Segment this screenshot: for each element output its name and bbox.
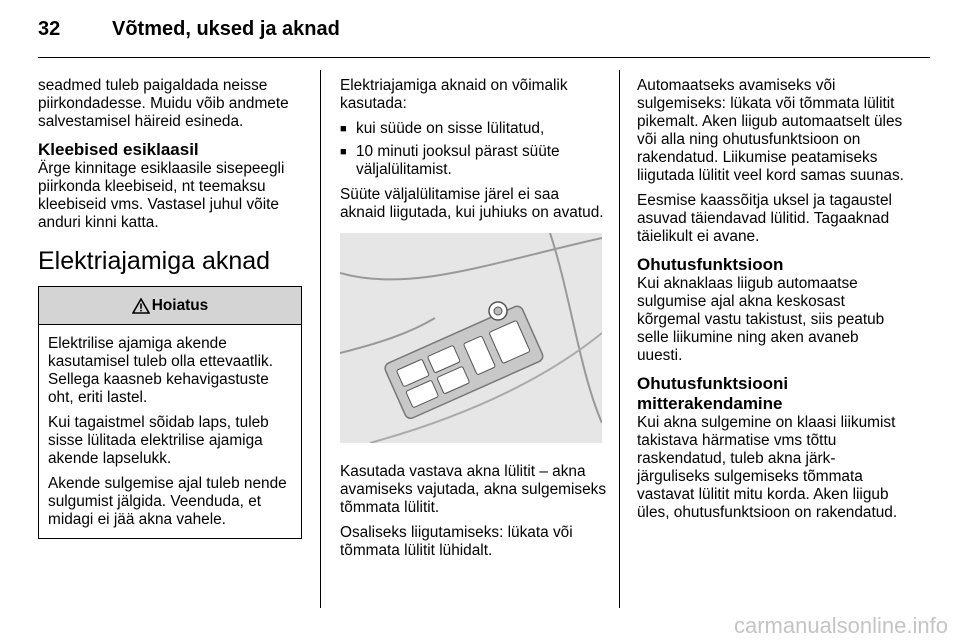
chapter-title: Võtmed, uksed ja aknad [112,18,340,40]
column-left [38,77,306,539]
column-divider-right [619,70,620,608]
warning-title: Hoiatus [151,296,209,314]
stickers-paragraph: Ärge kinnitage esiklaasile sisepeegli piirkonda kleebiseid, nt teemaksu kleebiseid vms. Vastasel juhul võite anduri kinni katta. [38,160,285,231]
column-divider-left [320,70,321,608]
override-paragraph: Kui akna sulgemine on klaasi liikumist takistava härmatise vms tõttu raskendatud, tuleb akna järk-järguliseks sulgemiseks tõmmata vastavat lülitit mitu korda. Aken liigub üles, ohutusfunktsioon on rakendatud. [637,414,898,521]
override-heading: Ohutusfunktsiooni mitterakendamine [637,374,789,413]
ignition-off-paragraph: Süüte väljalülitamise järel ei saa aknaid liigutada, kui juhiuks on avatud. [340,186,604,221]
warning-header [39,287,301,325]
list-item: ■ kui süüde on sisse lülitatud, [340,120,608,138]
warning-triangle-icon [132,298,150,314]
warning-paragraph: Akende sulgemise ajal tuleb nende sulgumist jälgida. Veenduda, et midagi ei jää akna vahele. [48,475,287,528]
watermark: carmanualsonline.info [733,613,948,638]
auto-paragraph: Automaatseks avamiseks või sulgemiseks: lükata või tõmmata lülitit pikemalt. Aken liigub automaatselt üles või alla ning ohutusfunktsioon on rakendatud. Liikumise peatamiseks liigutada lülitit veel kord samas suunas. [637,77,904,184]
window-switch-illustration [340,233,602,443]
page-number: 32 [38,18,61,40]
warning-box [38,286,302,539]
stickers-heading: Kleebised esiklaasil [38,140,199,159]
safety-heading: Ohutusfunktsioon [637,255,784,274]
list-item: ■ 10 minuti jooksul pärast süüte väljalülitamist. [340,143,608,179]
warning-paragraph: Elektrilise ajamiga akende kasutamisel tuleb olla ettevaatlik. Sellega kaasneb kehavigastuste oht, eriti lastel. [48,335,273,406]
partial-paragraph: Osaliseks liigutamiseks: lükata või tõmmata lülitit lühidalt. [340,524,573,559]
front-rear-paragraph: Eesmise kaassõitja uksel ja tagaustel asuvad täiendavad lülitid. Tagaaknad täielikult ei avane. [637,192,892,245]
intro-paragraph: seadmed tuleb paigaldada neisse piirkondadesse. Muidu võib andmete salvestamisel häireid esineda. [38,77,289,130]
column-right [637,77,905,529]
safety-paragraph: Kui aknaklaas liigub automaatse sulgumise ajal akna keskosast kõrgemal vastu takistust, siis peatub selle liikumine ning aken avaneb uuesti. [637,275,885,364]
usage-intro: Elektriajamiga aknaid on võimalik kasutada: [340,77,568,112]
operate-paragraph: Kasutada vastava akna lülitit – akna avamiseks vajutada, akna sulgemiseks tõmmata lülitit. [340,463,607,516]
usage-list [340,120,608,179]
warning-paragraph: Kui tagaistmel sõidab laps, tuleb sisse lülitada elektrilise ajamiga akende lapselukk. [48,414,269,467]
section-title: Elektriajamiga aknad [38,247,271,275]
column-middle [340,77,608,567]
warning-body [39,325,301,538]
header-divider [38,57,930,58]
